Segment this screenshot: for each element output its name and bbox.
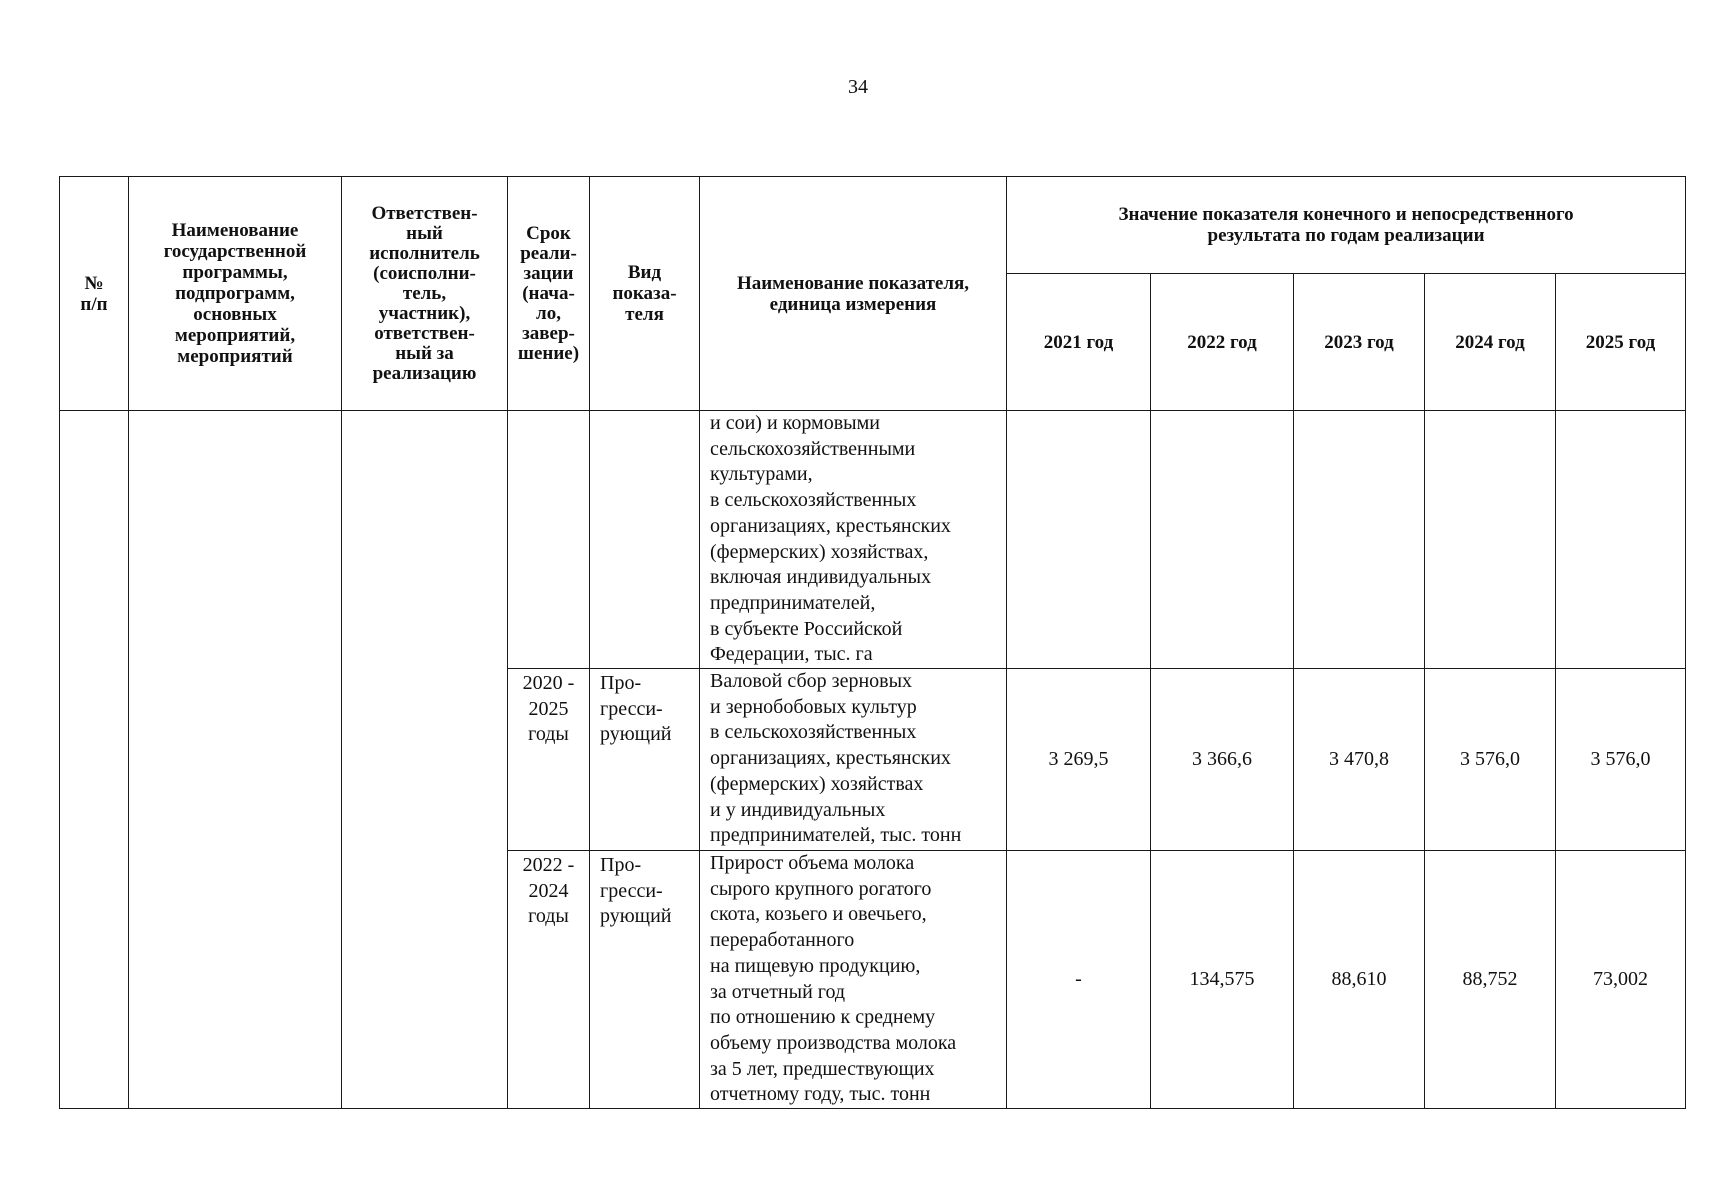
cell-type: Про- гресси- рующий <box>590 669 700 851</box>
cell-responsible <box>342 411 508 1109</box>
cell-value-2024 <box>1425 411 1556 669</box>
cell-value-2021: - <box>1007 851 1151 1109</box>
cell-value-2024: 3 576,0 <box>1425 669 1556 851</box>
header-program: Наименование государственной программы, подпрограмм, основных мероприятий, мероприятий <box>129 177 342 411</box>
cell-value-2023: 3 470,8 <box>1294 669 1425 851</box>
cell-period: 2022 - 2024 годы <box>508 851 590 1109</box>
cell-value-2023 <box>1294 411 1425 669</box>
header-year-2022: 2022 год <box>1151 274 1294 411</box>
header-values-group: Значение показателя конечного и непосредственного результата по годам реализации <box>1007 177 1686 274</box>
cell-value-2023: 88,610 <box>1294 851 1425 1109</box>
cell-period <box>508 411 590 669</box>
header-year-2023: 2023 год <box>1294 274 1425 411</box>
cell-period: 2020 - 2025 годы <box>508 669 590 851</box>
cell-value-2022: 3 366,6 <box>1151 669 1294 851</box>
table-row <box>60 411 1686 669</box>
cell-indicator: Прирост объема молока сырого крупного рогатого скота, козьего и овечьего, переработанного на пищевую продукцию, за отчетный год по отношению к среднему объему производства молока за 5 лет, предшествующих отчетному году, тыс. тонн <box>700 851 1007 1109</box>
cell-value-2025: 3 576,0 <box>1556 669 1686 851</box>
header-year-2021: 2021 год <box>1007 274 1151 411</box>
cell-value-2021 <box>1007 411 1151 669</box>
cell-indicator: Валовой сбор зерновых и зернобобовых культур в сельскохозяйственных организациях, крестьянских (фермерских) хозяйствах и у индивидуальных предпринимателей, тыс. тонн <box>700 669 1007 851</box>
cell-program <box>129 411 342 1109</box>
cell-value-2025: 73,002 <box>1556 851 1686 1109</box>
header-period: Срок реали- зации (нача- ло, завер- шение) <box>508 177 590 411</box>
header-num: № п/п <box>60 177 129 411</box>
cell-value-2024: 88,752 <box>1425 851 1556 1109</box>
header-responsible: Ответствен- ный исполнитель (соисполни- тель, участник), ответствен- ный за реализацию <box>342 177 508 411</box>
cell-value-2022: 134,575 <box>1151 851 1294 1109</box>
cell-num <box>60 411 129 1109</box>
cell-value-2025 <box>1556 411 1686 669</box>
cell-type <box>590 411 700 669</box>
cell-indicator: и сои) и кормовыми сельскохозяйственными культурами, в сельскохозяйственных организациях, крестьянских (фермерских) хозяйствах, включая индивидуальных предпринимателей, в субъекте Российской Федерации, тыс. га <box>700 411 1007 669</box>
cell-value-2022 <box>1151 411 1294 669</box>
page-number: 34 <box>848 76 868 98</box>
indicators-table <box>59 176 1686 1109</box>
header-indicator: Наименование показателя, единица измерения <box>700 177 1007 411</box>
cell-type: Про- гресси- рующий <box>590 851 700 1109</box>
cell-value-2021: 3 269,5 <box>1007 669 1151 851</box>
header-type: Вид показа- теля <box>590 177 700 411</box>
header-year-2025: 2025 год <box>1556 274 1686 411</box>
header-year-2024: 2024 год <box>1425 274 1556 411</box>
